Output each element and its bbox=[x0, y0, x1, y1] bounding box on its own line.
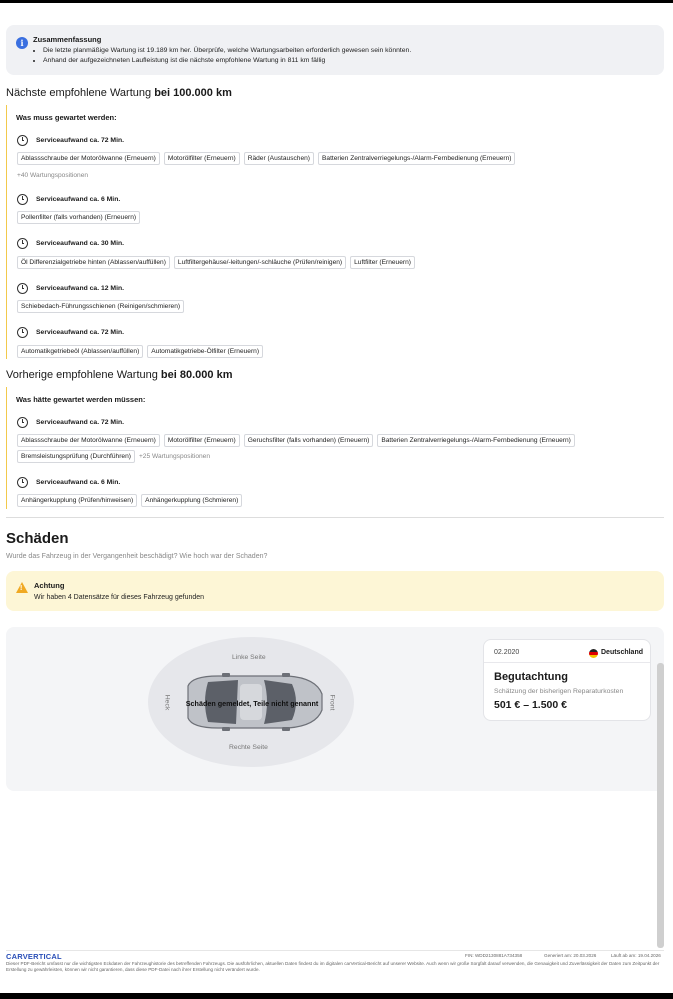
clock-icon bbox=[17, 194, 28, 205]
warning-text: Wir haben 4 Datensätze für dieses Fahrzeug gefunden bbox=[34, 594, 205, 601]
record-title: Begutachtung bbox=[494, 671, 568, 683]
clock-icon bbox=[17, 283, 28, 294]
service-tags bbox=[17, 152, 657, 165]
service-tags bbox=[17, 345, 263, 358]
summary-list bbox=[43, 46, 411, 66]
service-tag: Automatikgetriebe-Ölfilter (Erneuern) bbox=[147, 345, 263, 358]
next-maintenance-block bbox=[6, 105, 664, 359]
service-tags bbox=[17, 300, 184, 313]
right-side-label: Rechte Seite bbox=[229, 744, 268, 751]
summary-title: Zusammenfassung bbox=[33, 35, 102, 44]
damage-diagram-label: Schäden gemeldet, Teile nicht genannt bbox=[185, 699, 319, 708]
prev-maintenance-title: Vorherige empfohlene Wartung bei 80.000 km bbox=[6, 369, 233, 381]
repair-cost-range: 501 € – 1.500 € bbox=[494, 699, 567, 711]
section-divider bbox=[6, 517, 664, 518]
warning-box bbox=[6, 571, 664, 611]
info-icon: i bbox=[16, 37, 28, 49]
rear-label: Heck bbox=[163, 694, 171, 711]
service-tag: Motorölfilter (Erneuern) bbox=[164, 434, 240, 447]
service-tag: Motorölfilter (Erneuern) bbox=[164, 152, 240, 165]
summary-line: • Die letzte planmäßige Wartung ist 19.189 km her. Überprüfe, welche Wartungsarbeiten erforderlich gewesen sein könnten. bbox=[43, 46, 411, 56]
service-group-header: Serviceaufwand ca. 6 Min. bbox=[17, 476, 120, 488]
service-tags bbox=[17, 494, 242, 507]
service-group-header: Serviceaufwand ca. 72 Min. bbox=[17, 416, 124, 428]
footer-disclaimer: Dieser PDF-Bericht umfasst nur die wichtigsten Eckdaten der Fahrzeughistorie des betreffenden Fahrzeugs. Die ausführlichen, aktuellen Daten findest du im digitalen carVertical-Bericht auf unserer Website. Auch wenn wir große Sorgfalt darauf verwenden, die Genauigkeit und Zuverlässigkeit der Daten zum Zeitpunkt der Erstellung zu gewährleisten, können wir nicht garantieren, dass diese PDF-Datei nach ihrer Erstellung nicht verändert wurde. bbox=[6, 961, 660, 972]
service-group-header: Serviceaufwand ca. 30 Min. bbox=[17, 237, 124, 249]
warning-title: Achtung bbox=[34, 581, 65, 590]
service-tag: Anhängerkupplung (Prüfen/hinweisen) bbox=[17, 494, 137, 507]
damage-record-card[interactable] bbox=[483, 639, 651, 721]
service-group-header: Serviceaufwand ca. 12 Min. bbox=[17, 282, 124, 294]
service-tags bbox=[17, 256, 415, 269]
service-tag: Bremsleistungsprüfung (Durchführen) bbox=[17, 450, 135, 463]
footer-generated: Generiert am: 20.03.2026 bbox=[544, 953, 597, 958]
footer-expires: Läuft ab am: 19.04.2026 bbox=[611, 953, 661, 958]
service-tag: Ablassschraube der Motorölwanne (Erneuern) bbox=[17, 434, 160, 447]
service-tag: Anhängerkupplung (Schmieren) bbox=[141, 494, 242, 507]
service-tag: Batterien Zentralverriegelungs-/Alarm-Fernbedienung (Erneuern) bbox=[377, 434, 574, 447]
clock-icon bbox=[17, 477, 28, 488]
footer-fin: FIN: WDD2130881A734358 bbox=[465, 953, 523, 958]
service-group-header: Serviceaufwand ca. 6 Min. bbox=[17, 193, 120, 205]
service-tag: Batterien Zentralverriegelungs-/Alarm-Fernbedienung (Erneuern) bbox=[318, 152, 515, 165]
service-tags bbox=[17, 434, 665, 463]
summary-line: • Anhand der aufgezeichneten Laufleistung ist die nächste empfohlene Wartung in 811 km fällig bbox=[43, 56, 411, 66]
clock-icon bbox=[17, 135, 28, 146]
front-label: Front bbox=[328, 694, 336, 711]
record-date: 02.2020 bbox=[494, 649, 520, 656]
report-page bbox=[0, 3, 673, 993]
clock-icon bbox=[17, 417, 28, 428]
prev-maintenance-subtitle: Was hätte gewartet werden müssen: bbox=[16, 395, 146, 404]
card-divider bbox=[484, 662, 650, 663]
record-country: Deutschland bbox=[601, 649, 644, 656]
service-tag: Luftfiltergehäuse/-leitungen/-schläuche (Prüfen/reinigen) bbox=[174, 256, 346, 269]
damage-title: Schäden bbox=[6, 530, 69, 547]
germany-flag-icon bbox=[589, 649, 598, 658]
prev-maintenance-block bbox=[6, 387, 664, 509]
service-tags bbox=[17, 211, 140, 224]
service-tag: Pollenfilter (falls vorhanden) (Erneuern) bbox=[17, 211, 140, 224]
more-positions-link[interactable]: +40 Wartungspositionen bbox=[17, 172, 89, 179]
next-maintenance-title: Nächste empfohlene Wartung bei 100.000 km bbox=[6, 87, 232, 99]
carvertical-logo: CARVERTICAL bbox=[6, 952, 62, 961]
service-tag: Öl Differenzialgetriebe hinten (Ablassen/auffüllen) bbox=[17, 256, 170, 269]
service-group-header: Serviceaufwand ca. 72 Min. bbox=[17, 134, 124, 146]
watermark: AUTOVIT.RO bbox=[2, 975, 91, 990]
scrollbar[interactable] bbox=[657, 663, 664, 948]
warning-icon-mark: ! bbox=[20, 585, 23, 592]
damage-question: Wurde das Fahrzeug in der Vergangenheit beschädigt? Wie hoch war der Schaden? bbox=[6, 553, 268, 560]
service-tag: Geruchsfilter (falls vorhanden) (Erneuern) bbox=[244, 434, 374, 447]
left-side-label: Linke Seite bbox=[232, 654, 266, 661]
service-tag: Räder (Austauschen) bbox=[244, 152, 314, 165]
clock-icon bbox=[17, 327, 28, 338]
record-subtitle: Schätzung der bisherigen Reparaturkosten bbox=[494, 688, 624, 695]
service-tag: Luftfilter (Erneuern) bbox=[350, 256, 415, 269]
more-positions-link[interactable]: +25 Wartungspositionen bbox=[138, 453, 211, 460]
service-tag: Schiebedach-Führungsschienen (Reinigen/schmieren) bbox=[17, 300, 184, 313]
service-group-header: Serviceaufwand ca. 72 Min. bbox=[17, 326, 124, 338]
summary-box bbox=[6, 25, 664, 75]
service-tag: Automatikgetriebeöl (Ablassen/auffüllen) bbox=[17, 345, 143, 358]
service-tag: Ablassschraube der Motorölwanne (Erneuern) bbox=[17, 152, 160, 165]
clock-icon bbox=[17, 238, 28, 249]
footer-divider bbox=[6, 950, 664, 951]
damage-panel bbox=[6, 627, 664, 791]
next-maintenance-subtitle: Was muss gewartet werden: bbox=[16, 113, 117, 122]
